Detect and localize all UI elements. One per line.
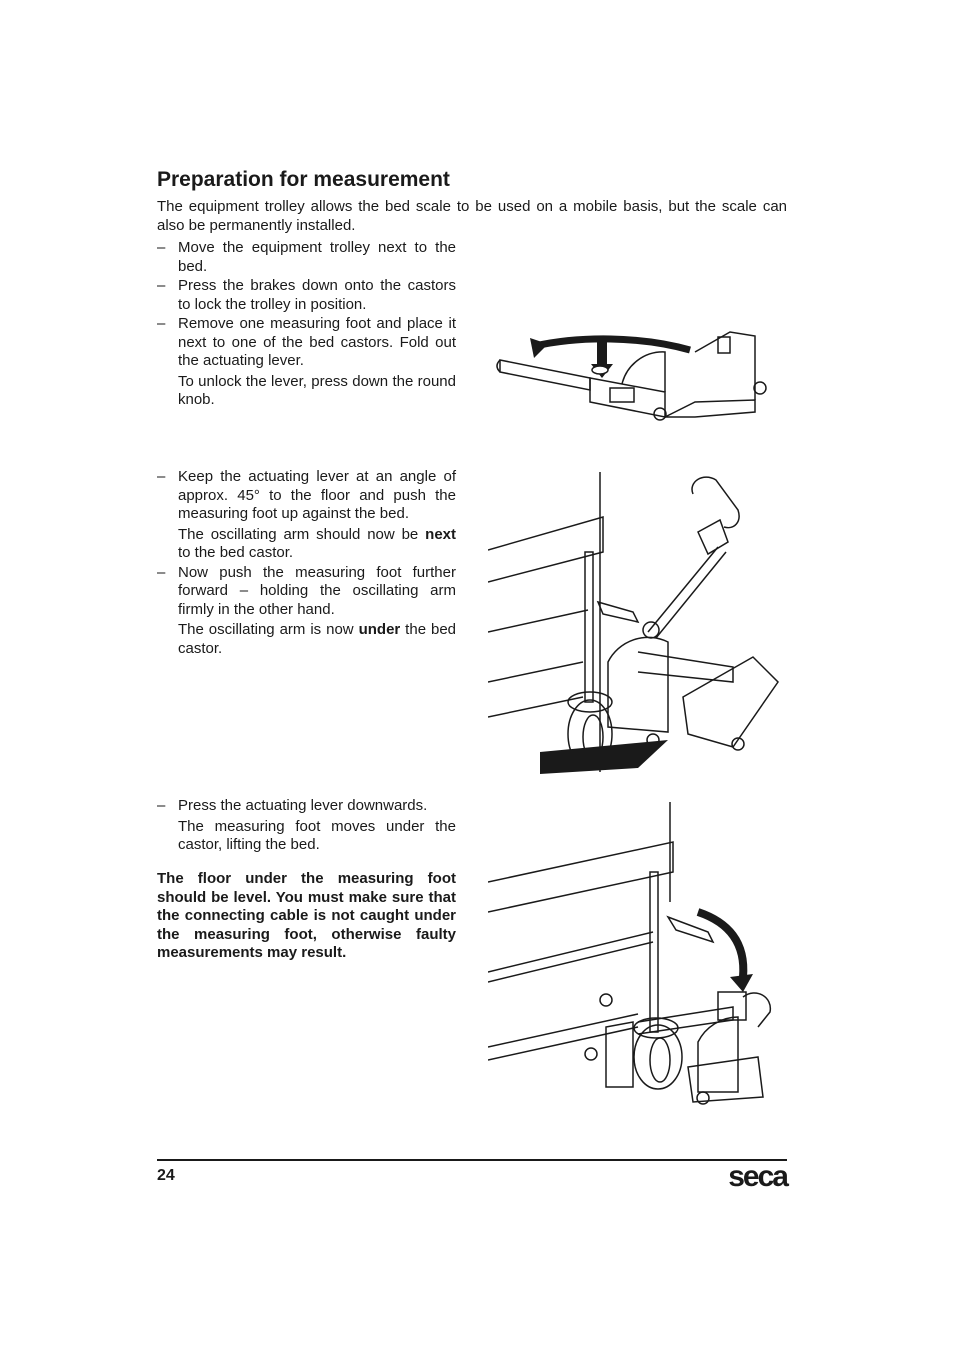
footer-divider [157,1159,787,1161]
note-text: The measuring foot moves under the castor, lifting the bed. [178,817,456,853]
brand-logo: seca [728,1160,787,1193]
list-item: – Move the equipment trolley next to the bed. [157,239,456,275]
section-3-text [157,797,456,856]
note-text: To unlock the lever, press down the round knob. [178,372,456,408]
figure-lever-unfold [490,322,780,432]
intro-paragraph: The equipment trolley allows the bed scale to be used on a mobile basis, but the scale can also be permanently installed. [157,198,787,234]
list-item: – Keep the actuating lever at an angle of approx. 45° to the floor and push the measuring foot up against the bed. [157,468,456,522]
section-2-text [157,468,456,659]
figure-push-foot [488,472,783,777]
list-item: – Press the actuating lever downwards. [157,797,428,814]
list-item: – Now push the measuring foot further forward – holding the oscillating arm firmly in the other hand. [157,563,456,618]
list-item: – Press the brakes down onto the castors to lock the trolley in position. [157,277,456,313]
page-title: Preparation for measurement [157,168,450,191]
list-item: – Remove one measuring foot and place it next to one of the bed castors. Fold out the actuating lever. [157,315,456,369]
warning-block [157,870,456,963]
section-1-text [157,239,456,411]
figure-press-lever [488,802,783,1107]
note-text: The oscillating arm should now be next to the bed castor. [178,525,456,561]
warning-text: The floor under the measuring foot should be level. You must make sure that the connecting cable is not caught under the measuring foot, otherwise faulty measurements may result. [157,870,456,961]
page-number: 24 [157,1167,175,1184]
note-text: The oscillating arm is now under the bed castor. [178,621,456,657]
